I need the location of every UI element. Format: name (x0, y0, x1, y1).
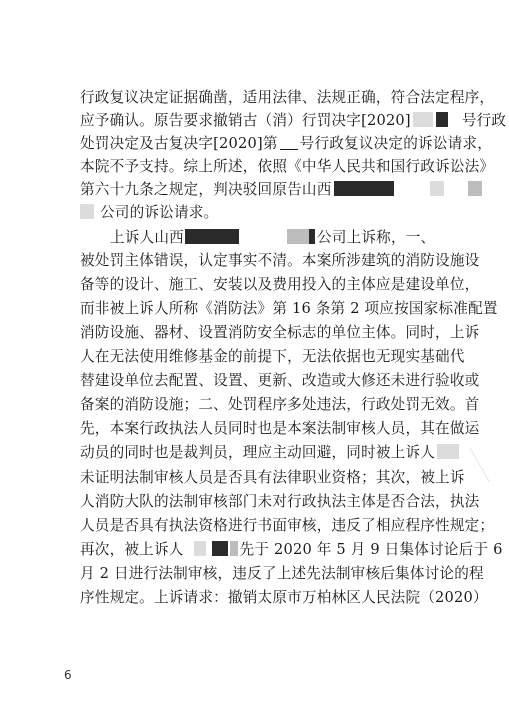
text-segment: 先于 2020 年 5 月 9 日集体讨论后于 6 (239, 541, 503, 558)
text-line (80, 134, 492, 154)
redaction-block (413, 112, 433, 127)
text-line (80, 203, 440, 223)
text-segment: 处罚决定及古复决字[2020]第 (80, 135, 278, 152)
text-line: 备案的消防设施；二、处罚程序多处违法，行政处罚无效。首 (80, 396, 480, 413)
text-line: 被处罚主体错误，认定事实不清。本案所涉建筑的消防设施设 (80, 252, 480, 269)
scan-artifact (470, 437, 509, 483)
redaction-block (437, 444, 459, 459)
redaction-block (430, 181, 444, 196)
redaction-block (436, 112, 448, 127)
redaction-block (309, 229, 315, 244)
text-line: 人员是否具有执法资格进行书面审核，违反了相应程序性规定； (80, 517, 495, 534)
text-segment: 号行政 (461, 112, 507, 129)
redaction-block (212, 541, 228, 556)
text-line: 备等的设计、施工、安装以及费用投入的主体应是建设单位， (80, 276, 480, 293)
page-number: 6 (64, 668, 72, 682)
text-segment: 动员的同时也是裁判员，理应主动回避，同时被上诉人 (80, 444, 436, 461)
text-line (80, 180, 440, 200)
text-line (80, 443, 440, 463)
text-segment: 号行政复议决定的诉讼请求， (299, 135, 492, 152)
redaction-block (287, 229, 309, 244)
text-segment: 上诉人山西 (110, 229, 184, 246)
redaction-block (468, 181, 482, 196)
text-line (80, 540, 503, 560)
text-line: 消防设施、器材、设置消防安全标志的单位主体。同时，上诉 (80, 324, 480, 341)
text-segment: 应予确认。原告要求撤销古（消）行罚决字[2020] (80, 112, 411, 129)
redaction-block (194, 541, 206, 556)
text-line: 月 2 日进行法制审核，违反了上述先法制审核后集体讨论的程 (80, 565, 484, 582)
text-line: 先，本案行政执法人员同时也是本案法制审核人员，其在做运 (80, 420, 480, 437)
text-line: 人在无法使用维修基金的前提下，无法依据也无现实基础代 (80, 348, 465, 365)
text-line: 而非被上诉人所称《消防法》第 16 条第 2 项应按国家标准配置 (80, 300, 498, 317)
text-line (110, 228, 440, 248)
text-line: 替建设单位去配置、设置、更新、改造或大修还未进行验收或 (80, 372, 480, 389)
text-line: 序性规定。上诉请求：撤销太原市万柏林区人民法院（2020） (80, 589, 488, 606)
redaction-block (334, 181, 394, 196)
text-line (80, 111, 507, 131)
redaction-block (230, 541, 238, 556)
redaction-block (80, 204, 94, 219)
text-segment: 公司的诉讼请求。 (100, 204, 219, 221)
text-line: 人消防大队的法制审核部门未对行政执法主体是否合法，执法 (80, 493, 480, 510)
blank-underline (280, 135, 298, 150)
text-line: 行政复议决定证据确凿，适用法律、法规正确，符合法定程序， (80, 89, 495, 106)
text-segment: 第六十九条之规定，判决驳回原告山西 (80, 181, 332, 198)
redaction-block (185, 229, 239, 244)
text-segment: 再次，被上诉人 (80, 541, 184, 558)
text-line: 未证明法制审核人员是否具有法律职业资格；其次，被上诉 (80, 469, 465, 486)
text-line: 本院不予支持。综上所述，依照《中华人民共和国行政诉讼法》 (80, 158, 495, 175)
text-segment: 公司上诉称，一、 (316, 229, 436, 246)
